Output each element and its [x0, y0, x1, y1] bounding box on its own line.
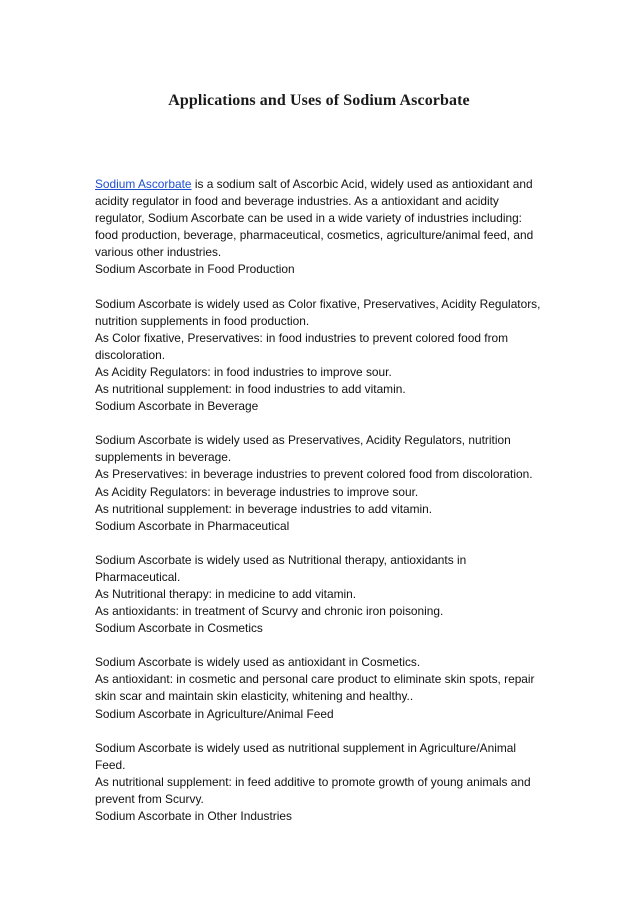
text-line: As Acidity Regulators: in beverage industries to improve sour. [95, 484, 419, 499]
text-line: As nutritional supplement: in feed additive to promote growth of young animals and [95, 774, 531, 789]
intro-line-2: acidity regulator in food and beverage industries. As a antioxidant and acidity [95, 194, 499, 209]
text-line: supplements in beverage. [95, 450, 232, 465]
section-beverage [95, 432, 545, 535]
text-line: As nutritional supplement: in food industries to add vitamin. [95, 382, 406, 397]
text-line: Sodium Ascorbate is widely used as Preservatives, Acidity Regulators, nutrition [95, 433, 511, 448]
intro-line-3: regulator, Sodium Ascorbate can be used in a wide variety of industries including: [95, 211, 522, 226]
section-food-production [95, 296, 545, 416]
section-heading-cosmetics: Sodium Ascorbate in Cosmetics [95, 621, 263, 636]
text-line: As Preservatives: in beverage industries to prevent colored food from discoloration. [95, 467, 533, 482]
section-heading-agriculture: Sodium Ascorbate in Agriculture/Animal Feed [95, 706, 334, 721]
text-line: As antioxidant: in cosmetic and personal care product to eliminate skin spots, repair [95, 672, 535, 687]
text-line: As Nutritional therapy: in medicine to add vitamin. [95, 586, 357, 601]
text-line: As nutritional supplement: in beverage industries to add vitamin. [95, 501, 433, 516]
text-line: Sodium Ascorbate is widely used as nutritional supplement in Agriculture/Animal [95, 740, 517, 755]
section-heading-pharmaceutical: Sodium Ascorbate in Pharmaceutical [95, 518, 290, 533]
text-line: Sodium Ascorbate is widely used as antioxidant in Cosmetics. [95, 655, 421, 670]
sodium-ascorbate-link[interactable]: Sodium Ascorbate [95, 177, 192, 191]
text-line: Pharmaceutical. [95, 569, 181, 584]
text-line: Sodium Ascorbate is widely used as Nutritional therapy, antioxidants in [95, 552, 467, 567]
text-line: prevent from Scurvy. [95, 791, 204, 806]
section-heading-beverage: Sodium Ascorbate in Beverage [95, 399, 259, 414]
text-line: As Acidity Regulators: in food industries to improve sour. [95, 364, 392, 379]
intro-line-1 [95, 176, 545, 193]
text-line: Sodium Ascorbate is widely used as Color fixative, Preservatives, Acidity Regulators, [95, 296, 541, 311]
text-line: Feed. [95, 757, 126, 772]
intro-line-4: food production, beverage, pharmaceutical, cosmetics, agriculture/animal feed, and [95, 228, 534, 243]
intro-line-1-text: is a sodium salt of Ascorbic Acid, widely used as antioxidant and [191, 177, 533, 191]
section-pharmaceutical [95, 552, 545, 637]
section-heading-food-production: Sodium Ascorbate in Food Production [95, 262, 295, 277]
text-line: skin scar and maintain skin elasticity, whitening and healthy.. [95, 689, 414, 704]
intro-line-5: various other industries. [95, 245, 222, 260]
section-heading-other-industries: Sodium Ascorbate in Other Industries [95, 809, 292, 823]
text-line: discoloration. [95, 347, 166, 362]
text-line: As Color fixative, Preservatives: in food industries to prevent colored food from [95, 330, 509, 345]
page-title: Applications and Uses of Sodium Ascorbate [168, 92, 470, 109]
document-body [95, 176, 545, 825]
text-line: As antioxidants: in treatment of Scurvy and chronic iron poisoning. [95, 604, 444, 619]
intro-paragraph [95, 176, 545, 279]
section-agriculture [95, 740, 545, 825]
text-line: nutrition supplements in food production. [95, 313, 310, 328]
section-cosmetics [95, 654, 545, 722]
